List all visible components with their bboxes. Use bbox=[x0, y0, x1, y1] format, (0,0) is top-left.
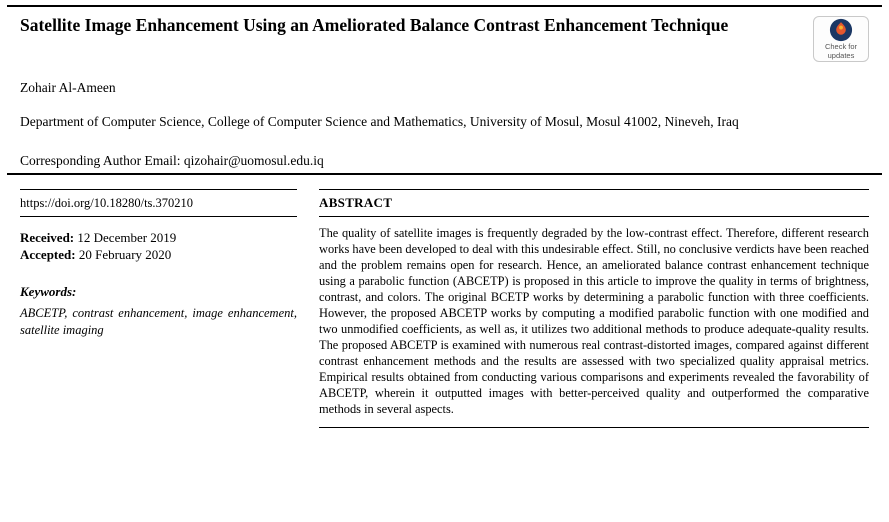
check-for-updates-badge[interactable] bbox=[813, 16, 869, 62]
title-row bbox=[20, 14, 869, 62]
badge-label-line2: updates bbox=[827, 50, 855, 60]
abstract-text: The quality of satellite images is frequently degraded by the low-contrast effect. Therefore, different research works have been developed to deal with this undesirable effect. Still, no conclusive verdicts have been reached and the problem remains open for research. Hence, an ameliorated balance contrast enhancement technique using a parabolic function (ABCETP) is proposed in this article to improve the quality in terms of brightness, contrast, and colors. The original BCETP works by determining a parabolic function with three coefficients. However, the proposed ABCETP works by computing a modified parabolic function with one modified and two unmodified coefficients, as well as, it utilizes two additional methods to produce adequate-quality results. The proposed ABCETP is examined with numerous real contrast-distorted images, compared against different contrast enhancement methods and the results are assessed with two specialized quality appraisal metrics. Empirical results obtained from conducting various comparisons and experiments revealed the favorability of ABCETP, wherein it outputted images with better-perceived quality and outperformed the comparative methods in several aspects. bbox=[319, 226, 869, 416]
crossmark-icon bbox=[829, 18, 853, 42]
article-page bbox=[0, 5, 889, 522]
top-divider bbox=[7, 5, 882, 7]
accepted-row bbox=[20, 247, 297, 264]
abstract-heading: ABSTRACT bbox=[319, 195, 393, 211]
body-columns bbox=[20, 189, 869, 428]
page-title: Satellite Image Enhancement Using an Ameliorated Balance Contrast Enhancement Technique bbox=[20, 15, 729, 35]
doi-link[interactable]: https://doi.org/10.18280/ts.370210 bbox=[20, 195, 194, 210]
received-label: Received: bbox=[20, 230, 75, 246]
corresponding-author-line bbox=[20, 153, 869, 169]
check-for-updates-label bbox=[825, 43, 857, 60]
author-name: Zohair Al-Ameen bbox=[20, 80, 116, 95]
abstract-heading-row bbox=[319, 190, 869, 216]
badge-label-line1: Check for bbox=[824, 42, 858, 52]
accepted-date: 20 February 2020 bbox=[78, 247, 172, 263]
header-divider bbox=[7, 173, 882, 175]
corresponding-label: Corresponding Author Email: bbox=[20, 153, 181, 169]
abstract-heading-divider bbox=[319, 216, 869, 217]
doi-row bbox=[20, 190, 297, 216]
received-row bbox=[20, 230, 297, 247]
article-dates bbox=[20, 230, 297, 264]
affiliation: Department of Computer Science, College of Computer Science and Mathematics, University of Mosul, Mosul 41002, Nineveh, Iraq bbox=[20, 114, 739, 129]
meta-column bbox=[20, 189, 297, 428]
keywords-heading: Keywords: bbox=[20, 284, 77, 299]
doi-bottom-divider bbox=[20, 216, 297, 217]
abstract-bottom-divider bbox=[319, 427, 869, 428]
corresponding-email-link[interactable]: qizohair@uomosul.edu.iq bbox=[183, 153, 324, 169]
keywords-list: ABCETP, contrast enhancement, image enhancement, satellite imaging bbox=[20, 306, 297, 337]
received-date: 12 December 2019 bbox=[77, 230, 177, 246]
abstract-column bbox=[319, 189, 869, 428]
accepted-label: Accepted: bbox=[20, 247, 76, 263]
